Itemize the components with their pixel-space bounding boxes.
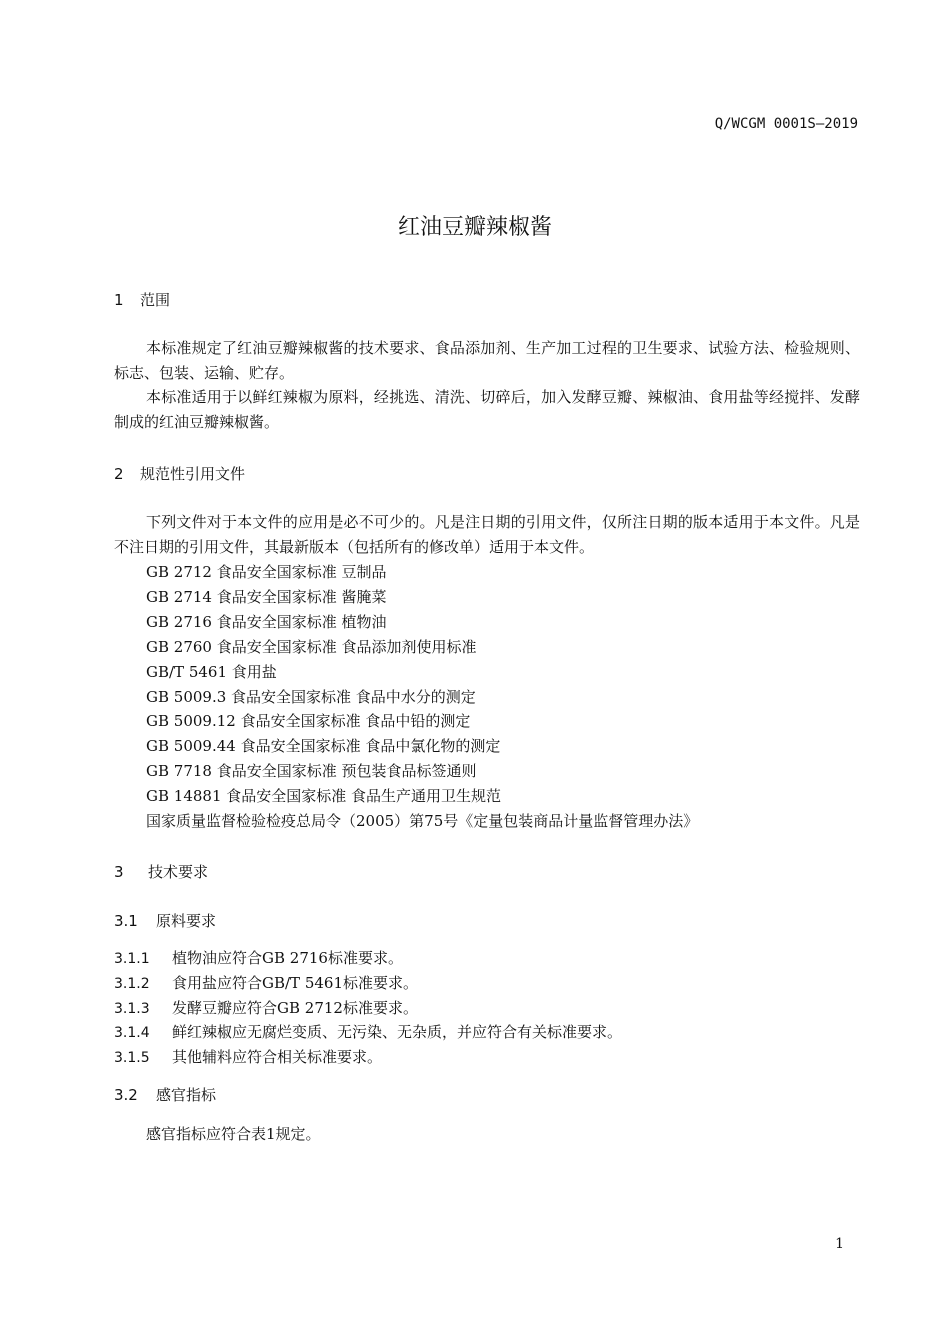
clause-3-1-2 [114,972,418,993]
clause-number: 3.1.3 [114,1001,150,1017]
normative-references-intro: 下列文件对于本文件的应用是必不可少的。凡是注日期的引用文件，仅所注日期的版本适用于本文件。凡是不注日期的引用文件，其最新版本（包括所有的修改单）适用于本文件。 [114,513,860,556]
clause-text: 植物油应符合GB 2716标准要求。 [172,949,403,967]
clause-number: 3.1.1 [114,951,150,967]
clause-text: 食用盐应符合GB/T 5461标准要求。 [172,974,419,992]
reference-item: GB 5009.12 食品安全国家标准 食品中铅的测定 [146,712,471,730]
subsection-3-2-heading [114,1084,216,1105]
subsection-number: 3.2 [114,1086,138,1104]
reference-item: GB 2760 食品安全国家标准 食品添加剂使用标准 [146,638,477,656]
section-title: 范围 [140,291,171,309]
subsection-title: 感官指标 [156,1086,217,1104]
subsection-number: 3.1 [114,912,138,930]
sensory-requirements-text: 感官指标应符合表1规定。 [146,1125,321,1143]
reference-item: GB 2712 食品安全国家标准 豆制品 [146,563,387,581]
scope-paragraph-1: 本标准规定了红油豆瓣辣椒酱的技术要求、食品添加剂、生产加工过程的卫生要求、试验方法、检验规则、标志、包装、运输、贮存。 [114,339,860,382]
subsection-title: 原料要求 [156,912,217,930]
clause-number: 3.1.5 [114,1050,150,1066]
reference-item: GB/T 5461 食用盐 [146,663,277,681]
reference-item: GB 5009.44 食品安全国家标准 食品中氯化物的测定 [146,737,501,755]
clause-number: 3.1.2 [114,976,150,992]
section-number: 2 [114,465,124,483]
reference-item: 国家质量监督检验检疫总局令（2005）第75号《定量包装商品计量监督管理办法》 [146,812,699,830]
page-number: 1 [835,1236,844,1252]
section-number: 3 [114,863,124,881]
reference-item: GB 14881 食品安全国家标准 食品生产通用卫生规范 [146,787,502,805]
section-1-heading [114,289,170,310]
section-3-heading [114,861,208,882]
clause-text: 鲜红辣椒应无腐烂变质、无污染、无杂质，并应符合有关标准要求。 [172,1023,623,1041]
reference-item: GB 7718 食品安全国家标准 预包装食品标签通则 [146,762,477,780]
subsection-3-1-heading [114,910,216,931]
clause-text: 发酵豆瓣应符合GB 2712标准要求。 [172,999,418,1017]
clause-number: 3.1.4 [114,1025,150,1041]
clause-3-1-5 [114,1046,382,1067]
reference-item: GB 2716 食品安全国家标准 植物油 [146,613,387,631]
section-2-heading [114,463,245,484]
reference-item: GB 5009.3 食品安全国家标准 食品中水分的测定 [146,688,476,706]
section-number: 1 [114,291,124,309]
section-title: 规范性引用文件 [140,465,246,483]
clause-3-1-4 [114,1021,622,1042]
clause-text: 其他辅料应符合相关标准要求。 [172,1048,383,1066]
section-title: 技术要求 [148,863,209,881]
standard-code: Q/WCGM 0001S—2019 [714,116,858,132]
clause-3-1-1 [114,947,403,968]
clause-3-1-3 [114,997,418,1018]
reference-item: GB 2714 食品安全国家标准 酱腌菜 [146,588,387,606]
document-title: 红油豆瓣辣椒酱 [397,215,552,240]
scope-paragraph-2: 本标准适用于以鲜红辣椒为原料，经挑选、清洗、切碎后，加入发酵豆瓣、辣椒油、食用盐等经搅拌、发酵制成的红油豆瓣辣椒酱。 [114,388,860,431]
